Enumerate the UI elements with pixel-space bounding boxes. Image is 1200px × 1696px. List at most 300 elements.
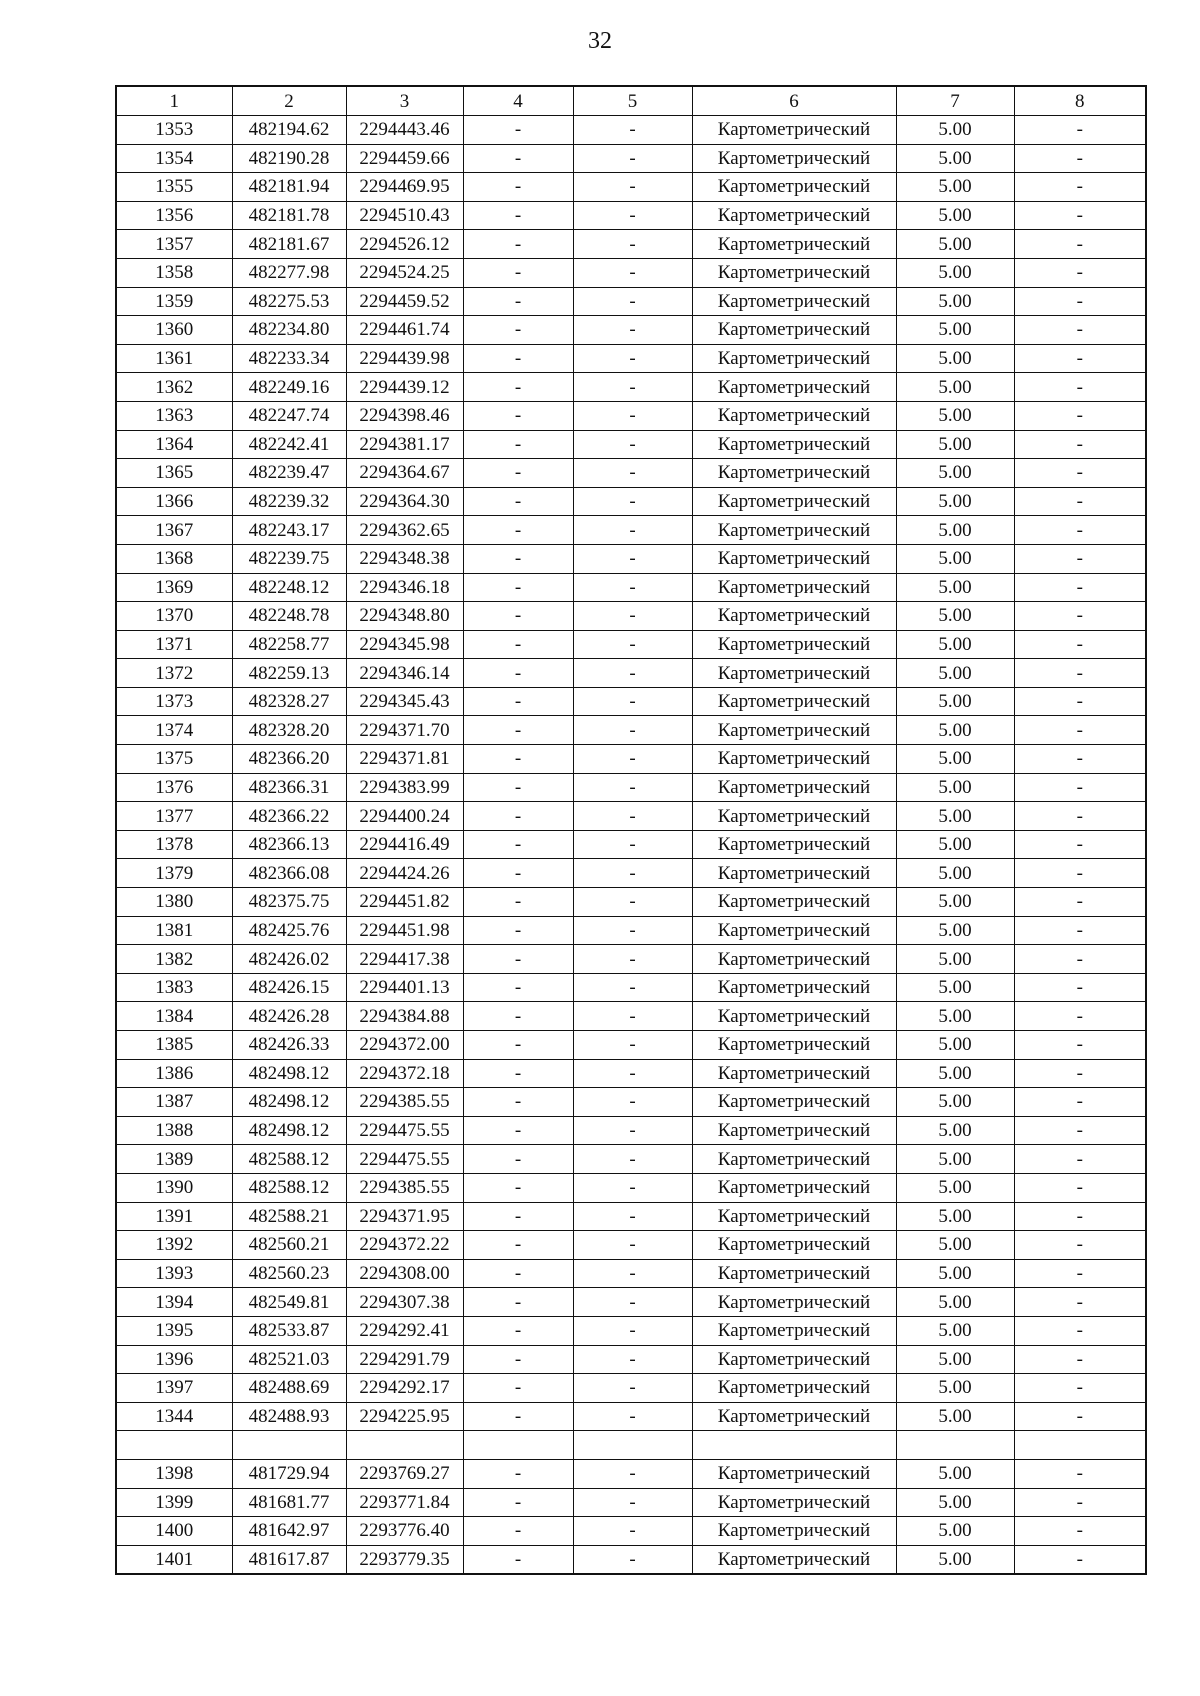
column-header: 5 bbox=[573, 86, 692, 116]
table-cell: 1344 bbox=[116, 1402, 232, 1431]
table-cell: 5.00 bbox=[896, 230, 1014, 259]
table-cell: 2294225.95 bbox=[346, 1402, 463, 1431]
table-cell: 5.00 bbox=[896, 859, 1014, 888]
table-cell: 2294308.00 bbox=[346, 1259, 463, 1288]
table-cell: 5.00 bbox=[896, 1545, 1014, 1574]
table-cell: 1389 bbox=[116, 1145, 232, 1174]
table-row bbox=[116, 945, 1146, 974]
table-cell: Картометрический bbox=[692, 230, 896, 259]
table-cell: - bbox=[573, 1517, 692, 1546]
table-cell: 1385 bbox=[116, 1031, 232, 1060]
table-cell: 1378 bbox=[116, 830, 232, 859]
table-cell: 482190.28 bbox=[232, 144, 346, 173]
table-cell: - bbox=[573, 773, 692, 802]
table-cell: 1362 bbox=[116, 373, 232, 402]
table-cell: 5.00 bbox=[896, 459, 1014, 488]
table-cell: - bbox=[463, 945, 573, 974]
table-row bbox=[116, 173, 1146, 202]
table-cell: - bbox=[463, 1517, 573, 1546]
table-row bbox=[116, 258, 1146, 287]
table-cell: Картометрический bbox=[692, 830, 896, 859]
table-cell: - bbox=[573, 1488, 692, 1517]
table-row bbox=[116, 1031, 1146, 1060]
table-cell: 5.00 bbox=[896, 430, 1014, 459]
table-cell: 2294307.38 bbox=[346, 1288, 463, 1317]
table-cell: - bbox=[463, 1288, 573, 1317]
table-cell: 1382 bbox=[116, 945, 232, 974]
table-cell: - bbox=[573, 745, 692, 774]
table-cell: - bbox=[463, 344, 573, 373]
table-cell: 482239.75 bbox=[232, 544, 346, 573]
column-header: 7 bbox=[896, 86, 1014, 116]
table-cell: - bbox=[463, 602, 573, 631]
table-cell: Картометрический bbox=[692, 173, 896, 202]
table-cell: Картометрический bbox=[692, 1002, 896, 1031]
table-row bbox=[116, 859, 1146, 888]
table-cell: 5.00 bbox=[896, 1259, 1014, 1288]
table-cell: Картометрический bbox=[692, 316, 896, 345]
table-cell: Картометрический bbox=[692, 144, 896, 173]
table-cell: - bbox=[463, 116, 573, 145]
table-cell: 5.00 bbox=[896, 1002, 1014, 1031]
table-cell: 482366.31 bbox=[232, 773, 346, 802]
table-cell: - bbox=[463, 201, 573, 230]
table-row bbox=[116, 430, 1146, 459]
table-cell: - bbox=[463, 1402, 573, 1431]
table-cell: 5.00 bbox=[896, 802, 1014, 831]
table-row bbox=[116, 1459, 1146, 1488]
table-cell: Картометрический bbox=[692, 287, 896, 316]
table-cell: - bbox=[1014, 1145, 1146, 1174]
table-cell: Картометрический bbox=[692, 201, 896, 230]
table-header bbox=[116, 86, 1146, 116]
table-cell: - bbox=[1014, 745, 1146, 774]
table-cell: 482588.12 bbox=[232, 1173, 346, 1202]
table-cell: 5.00 bbox=[896, 573, 1014, 602]
table-cell: - bbox=[573, 1545, 692, 1574]
table-cell: - bbox=[463, 401, 573, 430]
table-cell: - bbox=[573, 1202, 692, 1231]
table-cell: 482248.78 bbox=[232, 602, 346, 631]
table-cell: 5.00 bbox=[896, 1374, 1014, 1403]
table-cell: Картометрический bbox=[692, 1459, 896, 1488]
table-cell: 5.00 bbox=[896, 1116, 1014, 1145]
table-cell: - bbox=[573, 1145, 692, 1174]
table-cell: - bbox=[1014, 916, 1146, 945]
table-cell: - bbox=[1014, 344, 1146, 373]
table-cell: - bbox=[463, 1145, 573, 1174]
table-cell: 1371 bbox=[116, 630, 232, 659]
table-row bbox=[116, 1402, 1146, 1431]
table-cell: - bbox=[1014, 1316, 1146, 1345]
table-row bbox=[116, 344, 1146, 373]
table-cell: 482426.02 bbox=[232, 945, 346, 974]
table-cell: 2294372.18 bbox=[346, 1059, 463, 1088]
table-cell: Картометрический bbox=[692, 1231, 896, 1260]
table-row bbox=[116, 544, 1146, 573]
table-cell: 2294424.26 bbox=[346, 859, 463, 888]
table-cell: Картометрический bbox=[692, 888, 896, 917]
table-cell: 1390 bbox=[116, 1173, 232, 1202]
table-cell: 2294443.46 bbox=[346, 116, 463, 145]
table-cell: 5.00 bbox=[896, 487, 1014, 516]
column-header: 6 bbox=[692, 86, 896, 116]
table-cell: Картометрический bbox=[692, 630, 896, 659]
table-cell: - bbox=[463, 1173, 573, 1202]
table-cell: 2294459.52 bbox=[346, 287, 463, 316]
table-cell: 2293769.27 bbox=[346, 1459, 463, 1488]
table-cell: - bbox=[1014, 173, 1146, 202]
table-cell: 2294372.22 bbox=[346, 1231, 463, 1260]
table-cell: 2294475.55 bbox=[346, 1116, 463, 1145]
table-cell: 5.00 bbox=[896, 888, 1014, 917]
table-cell: - bbox=[1014, 945, 1146, 974]
table-cell: - bbox=[463, 258, 573, 287]
table-cell: - bbox=[463, 487, 573, 516]
table-cell: - bbox=[573, 544, 692, 573]
table-row bbox=[116, 1545, 1146, 1574]
table-cell: 2294364.30 bbox=[346, 487, 463, 516]
table-cell: 1381 bbox=[116, 916, 232, 945]
table-cell bbox=[692, 1431, 896, 1460]
table-row bbox=[116, 687, 1146, 716]
table-cell: Картометрический bbox=[692, 773, 896, 802]
table-cell: Картометрический bbox=[692, 745, 896, 774]
table-cell: - bbox=[1014, 487, 1146, 516]
table-cell: 2294385.55 bbox=[346, 1173, 463, 1202]
table-cell: Картометрический bbox=[692, 1288, 896, 1317]
table-cell: 1386 bbox=[116, 1059, 232, 1088]
table-cell: 5.00 bbox=[896, 1059, 1014, 1088]
table-cell: 5.00 bbox=[896, 1345, 1014, 1374]
table-cell: 2294364.67 bbox=[346, 459, 463, 488]
table-cell: 2294371.70 bbox=[346, 716, 463, 745]
table-cell: - bbox=[463, 459, 573, 488]
table-cell: - bbox=[463, 1002, 573, 1031]
table-row bbox=[116, 973, 1146, 1002]
table-cell: 2294451.98 bbox=[346, 916, 463, 945]
table-row bbox=[116, 201, 1146, 230]
table-cell: 482521.03 bbox=[232, 1345, 346, 1374]
table-cell: - bbox=[1014, 1517, 1146, 1546]
table-cell: 482239.32 bbox=[232, 487, 346, 516]
table-cell: - bbox=[1014, 1488, 1146, 1517]
table-row bbox=[116, 1259, 1146, 1288]
table-cell: 1353 bbox=[116, 116, 232, 145]
table-cell: - bbox=[1014, 430, 1146, 459]
table-cell: 2294348.38 bbox=[346, 544, 463, 573]
table-cell: - bbox=[573, 1345, 692, 1374]
table-cell: - bbox=[573, 516, 692, 545]
table-cell: - bbox=[573, 316, 692, 345]
table-cell: 482242.41 bbox=[232, 430, 346, 459]
table-cell: 1372 bbox=[116, 659, 232, 688]
table-cell: 2294385.55 bbox=[346, 1088, 463, 1117]
table-cell: - bbox=[1014, 687, 1146, 716]
table-cell: 1396 bbox=[116, 1345, 232, 1374]
table-row bbox=[116, 830, 1146, 859]
table-cell: 481729.94 bbox=[232, 1459, 346, 1488]
table-cell: - bbox=[1014, 602, 1146, 631]
table-cell: 482498.12 bbox=[232, 1088, 346, 1117]
table-cell: 5.00 bbox=[896, 1316, 1014, 1345]
table-cell: 1400 bbox=[116, 1517, 232, 1546]
table-cell: 482258.77 bbox=[232, 630, 346, 659]
table-cell: 482560.23 bbox=[232, 1259, 346, 1288]
table-cell: 482328.27 bbox=[232, 687, 346, 716]
table-cell: 2294371.81 bbox=[346, 745, 463, 774]
table-cell: Картометрический bbox=[692, 1259, 896, 1288]
table-row bbox=[116, 602, 1146, 631]
table-cell: Картометрический bbox=[692, 1316, 896, 1345]
table-cell: 1354 bbox=[116, 144, 232, 173]
table-cell: 2294417.38 bbox=[346, 945, 463, 974]
table-cell bbox=[116, 1431, 232, 1460]
table-cell: 2294291.79 bbox=[346, 1345, 463, 1374]
table-cell: Картометрический bbox=[692, 544, 896, 573]
table-cell: 482498.12 bbox=[232, 1059, 346, 1088]
table-cell: 482366.20 bbox=[232, 745, 346, 774]
table-cell: - bbox=[1014, 1259, 1146, 1288]
table-cell: - bbox=[573, 973, 692, 1002]
table-cell: 5.00 bbox=[896, 287, 1014, 316]
table-cell: - bbox=[1014, 1088, 1146, 1117]
table-cell: - bbox=[463, 373, 573, 402]
table-cell: - bbox=[573, 1459, 692, 1488]
table-cell: 482426.15 bbox=[232, 973, 346, 1002]
table-cell: - bbox=[573, 1374, 692, 1403]
table-cell: - bbox=[463, 1488, 573, 1517]
table-cell: - bbox=[1014, 1116, 1146, 1145]
table-cell: - bbox=[1014, 830, 1146, 859]
table-cell: 2294381.17 bbox=[346, 430, 463, 459]
table-cell: - bbox=[1014, 401, 1146, 430]
table-cell: 2294469.95 bbox=[346, 173, 463, 202]
table-cell: 1366 bbox=[116, 487, 232, 516]
table-cell: 2294524.25 bbox=[346, 258, 463, 287]
table-cell: 482549.81 bbox=[232, 1288, 346, 1317]
table-cell: Картометрический bbox=[692, 802, 896, 831]
table-cell: 1375 bbox=[116, 745, 232, 774]
table-cell: - bbox=[573, 687, 692, 716]
table-cell: 2294348.80 bbox=[346, 602, 463, 631]
table-row bbox=[116, 1202, 1146, 1231]
table-cell: Картометрический bbox=[692, 344, 896, 373]
table-cell: - bbox=[1014, 316, 1146, 345]
table-cell bbox=[573, 1431, 692, 1460]
table-cell: - bbox=[1014, 573, 1146, 602]
table-row bbox=[116, 287, 1146, 316]
table-cell: 2293771.84 bbox=[346, 1488, 463, 1517]
table-cell: - bbox=[1014, 1459, 1146, 1488]
table-row bbox=[116, 1316, 1146, 1345]
header-row bbox=[116, 86, 1146, 116]
table-cell bbox=[1014, 1431, 1146, 1460]
table-cell: - bbox=[463, 973, 573, 1002]
table-cell: - bbox=[463, 287, 573, 316]
table-cell: 5.00 bbox=[896, 1488, 1014, 1517]
table-cell: 2294345.43 bbox=[346, 687, 463, 716]
table-cell: Картометрический bbox=[692, 687, 896, 716]
column-header: 3 bbox=[346, 86, 463, 116]
table-cell: 5.00 bbox=[896, 1517, 1014, 1546]
table-cell: 5.00 bbox=[896, 373, 1014, 402]
table-cell: - bbox=[463, 1545, 573, 1574]
table-cell: - bbox=[463, 516, 573, 545]
table-cell: 482588.12 bbox=[232, 1145, 346, 1174]
table-cell: - bbox=[1014, 630, 1146, 659]
table-cell: - bbox=[573, 344, 692, 373]
table-cell: 1387 bbox=[116, 1088, 232, 1117]
table-cell: - bbox=[1014, 773, 1146, 802]
table-cell: 482375.75 bbox=[232, 888, 346, 917]
table-cell: - bbox=[463, 916, 573, 945]
table-cell: 1367 bbox=[116, 516, 232, 545]
table-row bbox=[116, 745, 1146, 774]
table-cell: - bbox=[573, 1316, 692, 1345]
table-cell: - bbox=[463, 888, 573, 917]
table-cell: - bbox=[463, 716, 573, 745]
table-row bbox=[116, 1088, 1146, 1117]
table-cell: 482233.34 bbox=[232, 344, 346, 373]
table-cell: - bbox=[463, 1316, 573, 1345]
table-row bbox=[116, 916, 1146, 945]
table-cell: - bbox=[463, 1259, 573, 1288]
table-cell: 2293776.40 bbox=[346, 1517, 463, 1546]
table-cell: Картометрический bbox=[692, 602, 896, 631]
table-cell: - bbox=[573, 716, 692, 745]
table-cell: 5.00 bbox=[896, 973, 1014, 1002]
table-cell: - bbox=[1014, 659, 1146, 688]
table-cell: Картометрический bbox=[692, 116, 896, 145]
table-row bbox=[116, 573, 1146, 602]
table-cell: 1368 bbox=[116, 544, 232, 573]
table-cell: - bbox=[573, 859, 692, 888]
table-cell: 1370 bbox=[116, 602, 232, 631]
table-cell: Картометрический bbox=[692, 1517, 896, 1546]
table-cell: - bbox=[463, 544, 573, 573]
table-cell: 1358 bbox=[116, 258, 232, 287]
table-cell: - bbox=[463, 1202, 573, 1231]
table-cell: 2294439.12 bbox=[346, 373, 463, 402]
table-cell: 5.00 bbox=[896, 687, 1014, 716]
table-cell: 482366.13 bbox=[232, 830, 346, 859]
table-cell: 5.00 bbox=[896, 945, 1014, 974]
table-cell: Картометрический bbox=[692, 1088, 896, 1117]
column-header: 4 bbox=[463, 86, 573, 116]
table-cell: 1384 bbox=[116, 1002, 232, 1031]
table-cell: - bbox=[463, 573, 573, 602]
table-cell: 482239.47 bbox=[232, 459, 346, 488]
table-cell: - bbox=[463, 1374, 573, 1403]
table-cell: - bbox=[463, 745, 573, 774]
table-cell: 2294371.95 bbox=[346, 1202, 463, 1231]
table-cell: - bbox=[1014, 287, 1146, 316]
table-cell: - bbox=[573, 1059, 692, 1088]
table-row bbox=[116, 459, 1146, 488]
table-row bbox=[116, 630, 1146, 659]
table-cell: - bbox=[573, 201, 692, 230]
table-cell: 482328.20 bbox=[232, 716, 346, 745]
table-cell: 1392 bbox=[116, 1231, 232, 1260]
table-cell: 1356 bbox=[116, 201, 232, 230]
coordinates-table bbox=[115, 85, 1147, 1575]
table-cell: - bbox=[1014, 1202, 1146, 1231]
table-cell: 5.00 bbox=[896, 630, 1014, 659]
table-cell: - bbox=[463, 430, 573, 459]
table-row bbox=[116, 1173, 1146, 1202]
table-cell: 2294346.14 bbox=[346, 659, 463, 688]
table-cell: 2294459.66 bbox=[346, 144, 463, 173]
table-cell: 1398 bbox=[116, 1459, 232, 1488]
table-cell: 1388 bbox=[116, 1116, 232, 1145]
table-cell: - bbox=[573, 1088, 692, 1117]
table-row bbox=[116, 1345, 1146, 1374]
table-cell: 482366.22 bbox=[232, 802, 346, 831]
table-cell: Картометрический bbox=[692, 1345, 896, 1374]
table-cell: 1363 bbox=[116, 401, 232, 430]
table-cell: - bbox=[573, 401, 692, 430]
table-cell: 1369 bbox=[116, 573, 232, 602]
table-cell: 5.00 bbox=[896, 258, 1014, 287]
table-cell: 1393 bbox=[116, 1259, 232, 1288]
table-cell: Картометрический bbox=[692, 1545, 896, 1574]
table-cell: - bbox=[463, 1059, 573, 1088]
table-row bbox=[116, 1374, 1146, 1403]
table-cell: - bbox=[463, 630, 573, 659]
table-cell: 1365 bbox=[116, 459, 232, 488]
table-row bbox=[116, 1288, 1146, 1317]
table-row bbox=[116, 373, 1146, 402]
table-cell: 1374 bbox=[116, 716, 232, 745]
table-cell: 482426.33 bbox=[232, 1031, 346, 1060]
table-cell: - bbox=[573, 916, 692, 945]
table-row bbox=[116, 316, 1146, 345]
table-cell: 5.00 bbox=[896, 344, 1014, 373]
table-cell: - bbox=[1014, 459, 1146, 488]
table-cell: - bbox=[1014, 859, 1146, 888]
table-cell: - bbox=[1014, 516, 1146, 545]
table-cell: - bbox=[573, 573, 692, 602]
table-row bbox=[116, 1002, 1146, 1031]
table-cell: - bbox=[1014, 1231, 1146, 1260]
table-cell: - bbox=[1014, 258, 1146, 287]
table-cell: 5.00 bbox=[896, 1145, 1014, 1174]
table-cell: 482234.80 bbox=[232, 316, 346, 345]
table-cell: - bbox=[463, 773, 573, 802]
table-cell: - bbox=[463, 316, 573, 345]
table-row bbox=[116, 516, 1146, 545]
table-cell: 482560.21 bbox=[232, 1231, 346, 1260]
table-cell: 1379 bbox=[116, 859, 232, 888]
table-cell: 1376 bbox=[116, 773, 232, 802]
table-cell: - bbox=[573, 258, 692, 287]
table-cell: 482194.62 bbox=[232, 116, 346, 145]
table-cell: - bbox=[463, 687, 573, 716]
table-cell: 2293779.35 bbox=[346, 1545, 463, 1574]
table-cell: 1360 bbox=[116, 316, 232, 345]
table-cell: - bbox=[1014, 1374, 1146, 1403]
table-cell: - bbox=[573, 287, 692, 316]
table-cell: - bbox=[1014, 373, 1146, 402]
table-cell: 1373 bbox=[116, 687, 232, 716]
table-cell: - bbox=[1014, 888, 1146, 917]
table-row bbox=[116, 659, 1146, 688]
table-cell: - bbox=[463, 144, 573, 173]
table-cell: - bbox=[573, 1173, 692, 1202]
table-row bbox=[116, 144, 1146, 173]
table-cell: 5.00 bbox=[896, 659, 1014, 688]
